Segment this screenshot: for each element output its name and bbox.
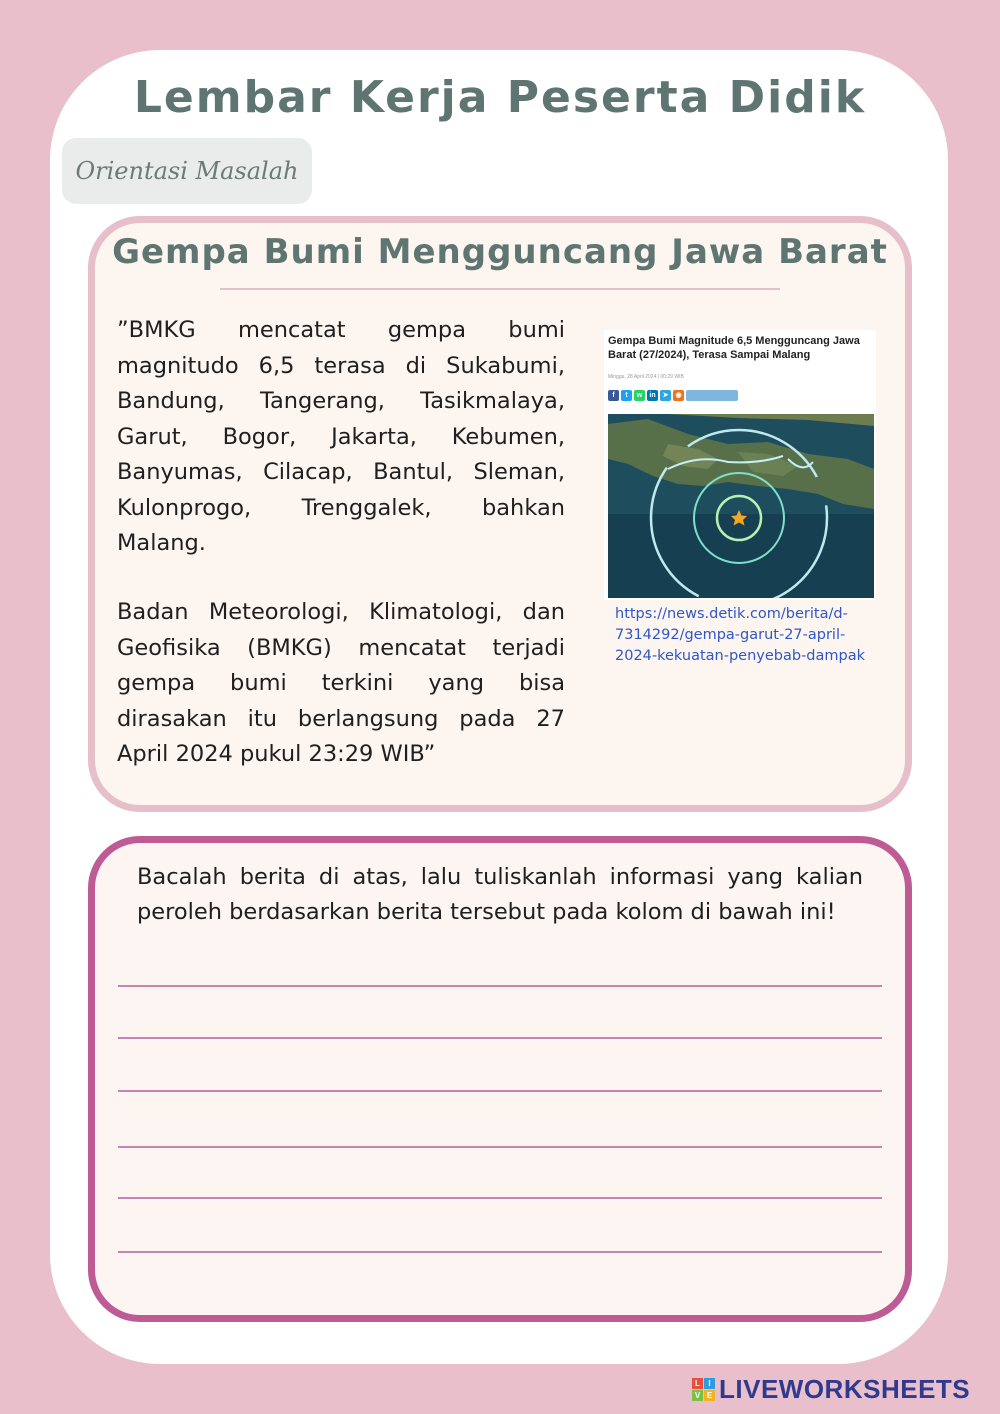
badge-letter: E <box>704 1390 715 1401</box>
news-screenshot-meta: Minggu, 28 April 2024 | 00:29 WIB <box>608 374 684 380</box>
news-title-divider <box>220 288 780 290</box>
telegram-icon: ➤ <box>660 390 671 401</box>
news-paragraph-2: Badan Meteorologi, Klimatologi, dan Geofisika (BMKG) mencatat terjadi gempa bumi terkini yang bisa dirasakan itu berlangsung pada 27 April 2024 pukul 23:29 WIB” <box>117 599 565 767</box>
share-buttons <box>608 390 738 401</box>
page-title: Lembar Kerja Peserta Didik <box>133 72 867 123</box>
answer-line-3[interactable] <box>118 1090 882 1092</box>
liveworksheets-badge-icon <box>692 1378 715 1401</box>
whatsapp-icon: w <box>634 390 645 401</box>
source-link[interactable]: https://news.detik.com/berita/d-7314292/gempa-garut-27-april-2024-kekuatan-penyebab-dampak <box>615 606 865 664</box>
answer-line-2[interactable] <box>118 1037 882 1039</box>
news-screenshot <box>604 330 876 600</box>
section-tag: Orientasi Masalah <box>62 138 312 204</box>
news-paragraph-1: ”BMKG mencatat gempa bumi magnitudo 6,5 terasa di Sukabumi, Bandung, Tangerang, Tasikmalaya, Garut, Bogor, Jakarta, Kebumen, Banyumas, Cilacap, Bantul, Sleman, Kulonprogo, Trenggalek, bahkan Malang. <box>117 317 565 556</box>
task-instruction: Bacalah berita di atas, lalu tuliskanlah informasi yang kalian peroleh berdasarkan berita tersebut pada kolom di bawah ini! <box>137 864 863 925</box>
badge-letter: L <box>692 1378 703 1389</box>
answer-line-1[interactable] <box>118 985 882 987</box>
badge-letter: V <box>692 1390 703 1401</box>
comment-button <box>686 390 738 401</box>
news-screenshot-headline: Gempa Bumi Magnitude 6,5 Mengguncang Jawa Barat (27/2024), Terasa Sampai Malang <box>608 335 860 361</box>
badge-letter: I <box>704 1378 715 1389</box>
liveworksheets-logo <box>692 1374 970 1405</box>
brand-name: LIVEWORKSHEETS <box>719 1374 971 1404</box>
twitter-icon: t <box>621 390 632 401</box>
answer-line-4[interactable] <box>118 1146 882 1148</box>
earthquake-map-image <box>608 414 874 598</box>
answer-line-6[interactable] <box>118 1251 882 1253</box>
answer-line-5[interactable] <box>118 1197 882 1199</box>
facebook-icon: f <box>608 390 619 401</box>
rss-icon: ◉ <box>673 390 684 401</box>
linkedin-icon: in <box>647 390 658 401</box>
news-title: Gempa Bumi Mengguncang Jawa Barat <box>112 232 888 272</box>
